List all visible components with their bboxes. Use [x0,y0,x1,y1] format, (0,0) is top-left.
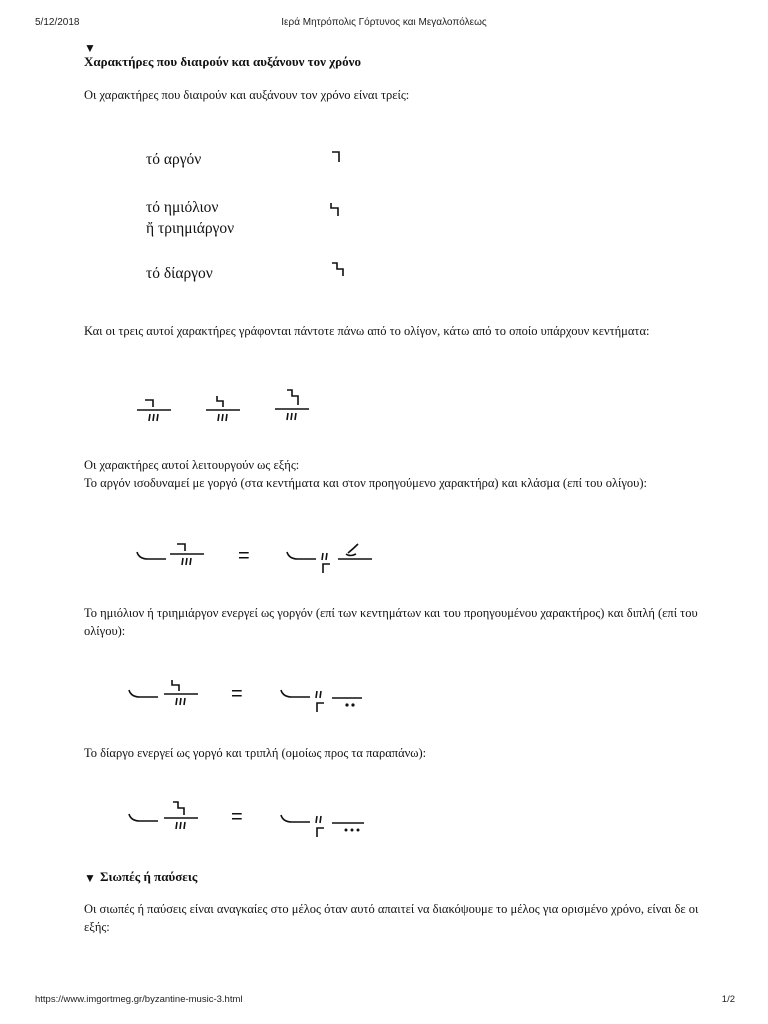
page-url: https://www.imgortmeg.gr/byzantine-music-3.html [35,994,243,1005]
imiolion-equation-right [280,682,366,718]
equals-sign: = [231,683,243,705]
function-intro-paragraph: Οι χαρακτήρες αυτοί λειτουργούν ως εξής: [84,458,300,472]
diargon-symbol [331,262,349,278]
imiolion-equation-left [128,678,200,710]
argon-on-oligon-symbol [136,395,172,425]
section-heading: Σιωπές ή παύσεις [100,869,198,884]
character-name-triimiargon: ἤ τριημιάργον [146,220,235,237]
equals-sign: = [231,806,243,828]
character-name-argon: τό αργόν [146,151,202,168]
intro-paragraph: Οι χαρακτήρες που διαιρούν και αυξάνουν τον χρόνο είναι τρείς: [84,88,410,102]
page-header-title: Ιερά Μητρόπολις Γόρτυνος και Μεγαλοπόλεως [281,17,487,28]
diargon-equation-left [128,800,200,834]
imiolion-function-paragraph: Το ημιόλιον ή τριημιάργον ενεργεί ως γοργόν (επί των κεντημάτων και του προηγουμένου χαρακτήρος) και διπλή (επί του ολίγου): [84,606,698,638]
diargon-equation-right [280,807,368,843]
section-collapse-toggle[interactable]: ▼ [84,41,96,55]
written-above-oligon-paragraph: Και οι τρεις αυτοί χαρακτήρες γράφονται πάντοτε πάνω από το ολίγον, κάτω από το οποίο υπάρχουν κεντήματα: [84,324,650,338]
equals-sign: = [238,545,250,567]
argon-equation-left [136,540,206,570]
argon-equation-right [286,540,378,578]
page-number: 1/2 [721,994,735,1005]
argon-function-paragraph: Το αργόν ισοδυναμεί με γοργό (στα κεντήματα και στον προηγούμενο χαρακτήρα) και κλάσμα (επί του ολίγου): [84,476,648,490]
character-name-diargon: τό δίαργον [146,265,213,282]
imiolion-on-oligon-symbol [205,392,241,425]
pauses-intro-paragraph: Οι σιωπές ή παύσεις είναι αναγκαίες στο μέλος όταν αυτό απαιτεί να διακόψουμε το μέλος για ορισμένο χρόνο, είναι δε οι εξής: [84,902,699,934]
section-heading: Χαρακτήρες που διαιρούν και αυξάνουν τον χρόνο [84,54,361,69]
diargon-on-oligon-symbol [274,387,310,425]
character-name-imiolion: τό ημιόλιον [146,199,219,216]
diargon-function-paragraph: Το δίαργο ενεργεί ως γοργό και τριπλή (ομοίως προς τα παραπάνω): [84,746,427,760]
imiolion-symbol [330,202,346,218]
print-date: 5/12/2018 [35,17,80,28]
section-collapse-toggle[interactable]: ▼ [84,871,96,885]
argon-symbol [331,150,345,164]
